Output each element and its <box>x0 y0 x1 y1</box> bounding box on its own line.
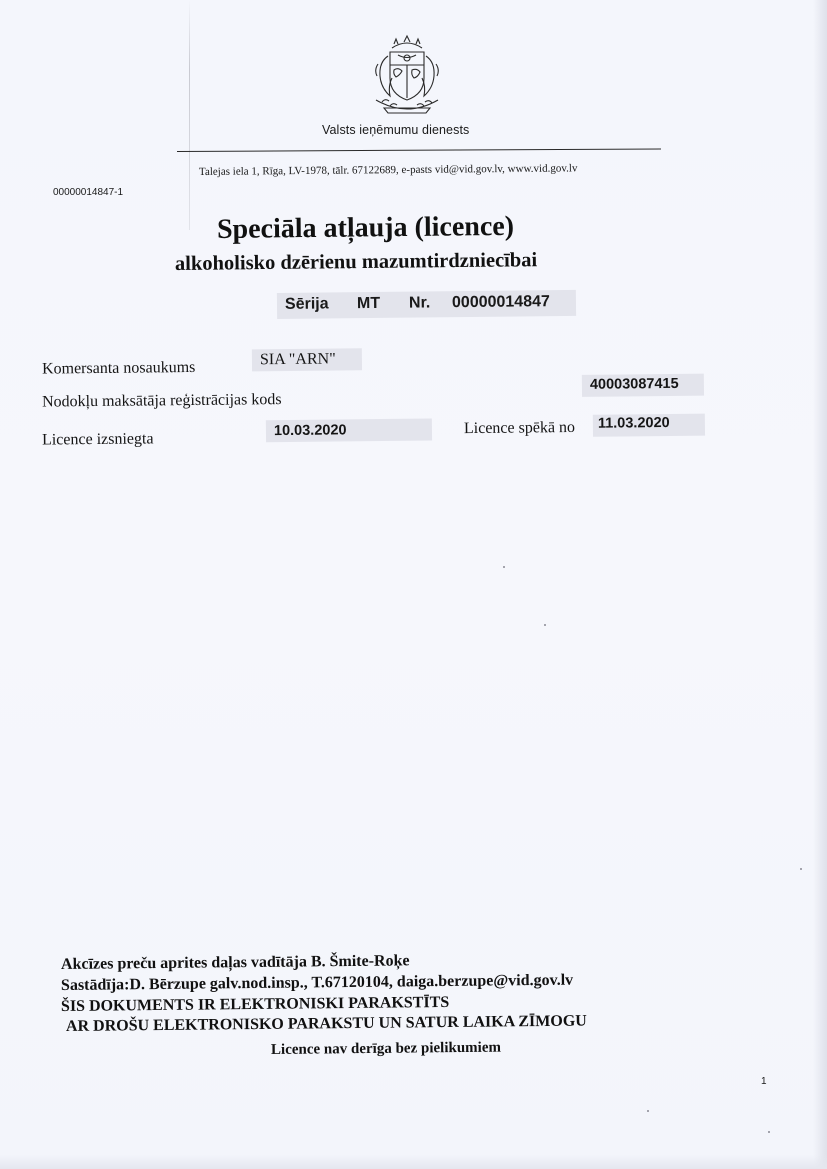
valid-from-label: Licence spēkā no <box>463 418 576 438</box>
header-divider <box>177 148 661 152</box>
series-number-row <box>277 290 576 319</box>
agency-address: Talejas iela 1, Rīga, LV-1978, tālr. 67122689, e-pasts vid@vid.gov.lv, www.vid.gov.lv <box>198 162 578 178</box>
scan-edge-bottom <box>0 1155 827 1169</box>
document-subtitle: alkoholisko dzērienu mazumtirdzniecībai <box>174 249 538 275</box>
e-signature-line-2: AR DROŠU ELEKTRONISKO PARAKSTU UN SATUR LAIKA ZĪMOGU <box>65 1012 587 1035</box>
page-number: 1 <box>761 1076 767 1087</box>
document-ref-number: 00000014847-1 <box>53 187 124 198</box>
scan-speck <box>647 1110 649 1112</box>
validity-note: Licence nav derīga bez pielikumiem <box>270 1039 502 1058</box>
latvia-coat-of-arms-icon <box>366 34 448 118</box>
tax-code-value: 40003087415 <box>589 375 679 393</box>
scan-edge-right <box>813 0 827 1169</box>
merchant-value: SIA "ARN" <box>259 350 336 369</box>
agency-name: Valsts ieņēmumu dienests <box>322 123 470 137</box>
issued-label: Licence izsniegta <box>41 430 154 449</box>
fold-line <box>189 0 190 230</box>
number-value: 00000014847 <box>451 293 550 312</box>
department-head-line: Akcīzes preču aprites daļas vadītāja B. Šmite-Roķe <box>60 952 410 973</box>
series-value: MT <box>356 294 381 313</box>
number-label: Nr. <box>408 294 431 312</box>
dates-row <box>0 412 827 451</box>
scan-speck <box>800 868 802 870</box>
scan-speck <box>503 566 505 568</box>
valid-from-value: 11.03.2020 <box>597 414 670 432</box>
tax-code-label: Nodokļu maksātāja reģistrācijas kods <box>41 391 282 411</box>
scan-speck <box>768 1131 770 1133</box>
e-signature-line-1: ŠIS DOKUMENTS IR ELEKTRONISKI PARAKSTĪTS <box>60 993 450 1015</box>
issued-value: 10.03.2020 <box>273 422 347 440</box>
document-title: Speciāla atļauja (licence) <box>216 210 515 245</box>
series-label: Sērija <box>284 295 329 313</box>
merchant-label: Komersanta nosaukums <box>41 358 196 378</box>
compiled-by-line: Sastādīja:D. Bērzupe galv.nod.insp., T.67120104, daiga.berzupe@vid.gov.lv <box>60 971 574 994</box>
scan-speck <box>544 624 546 626</box>
